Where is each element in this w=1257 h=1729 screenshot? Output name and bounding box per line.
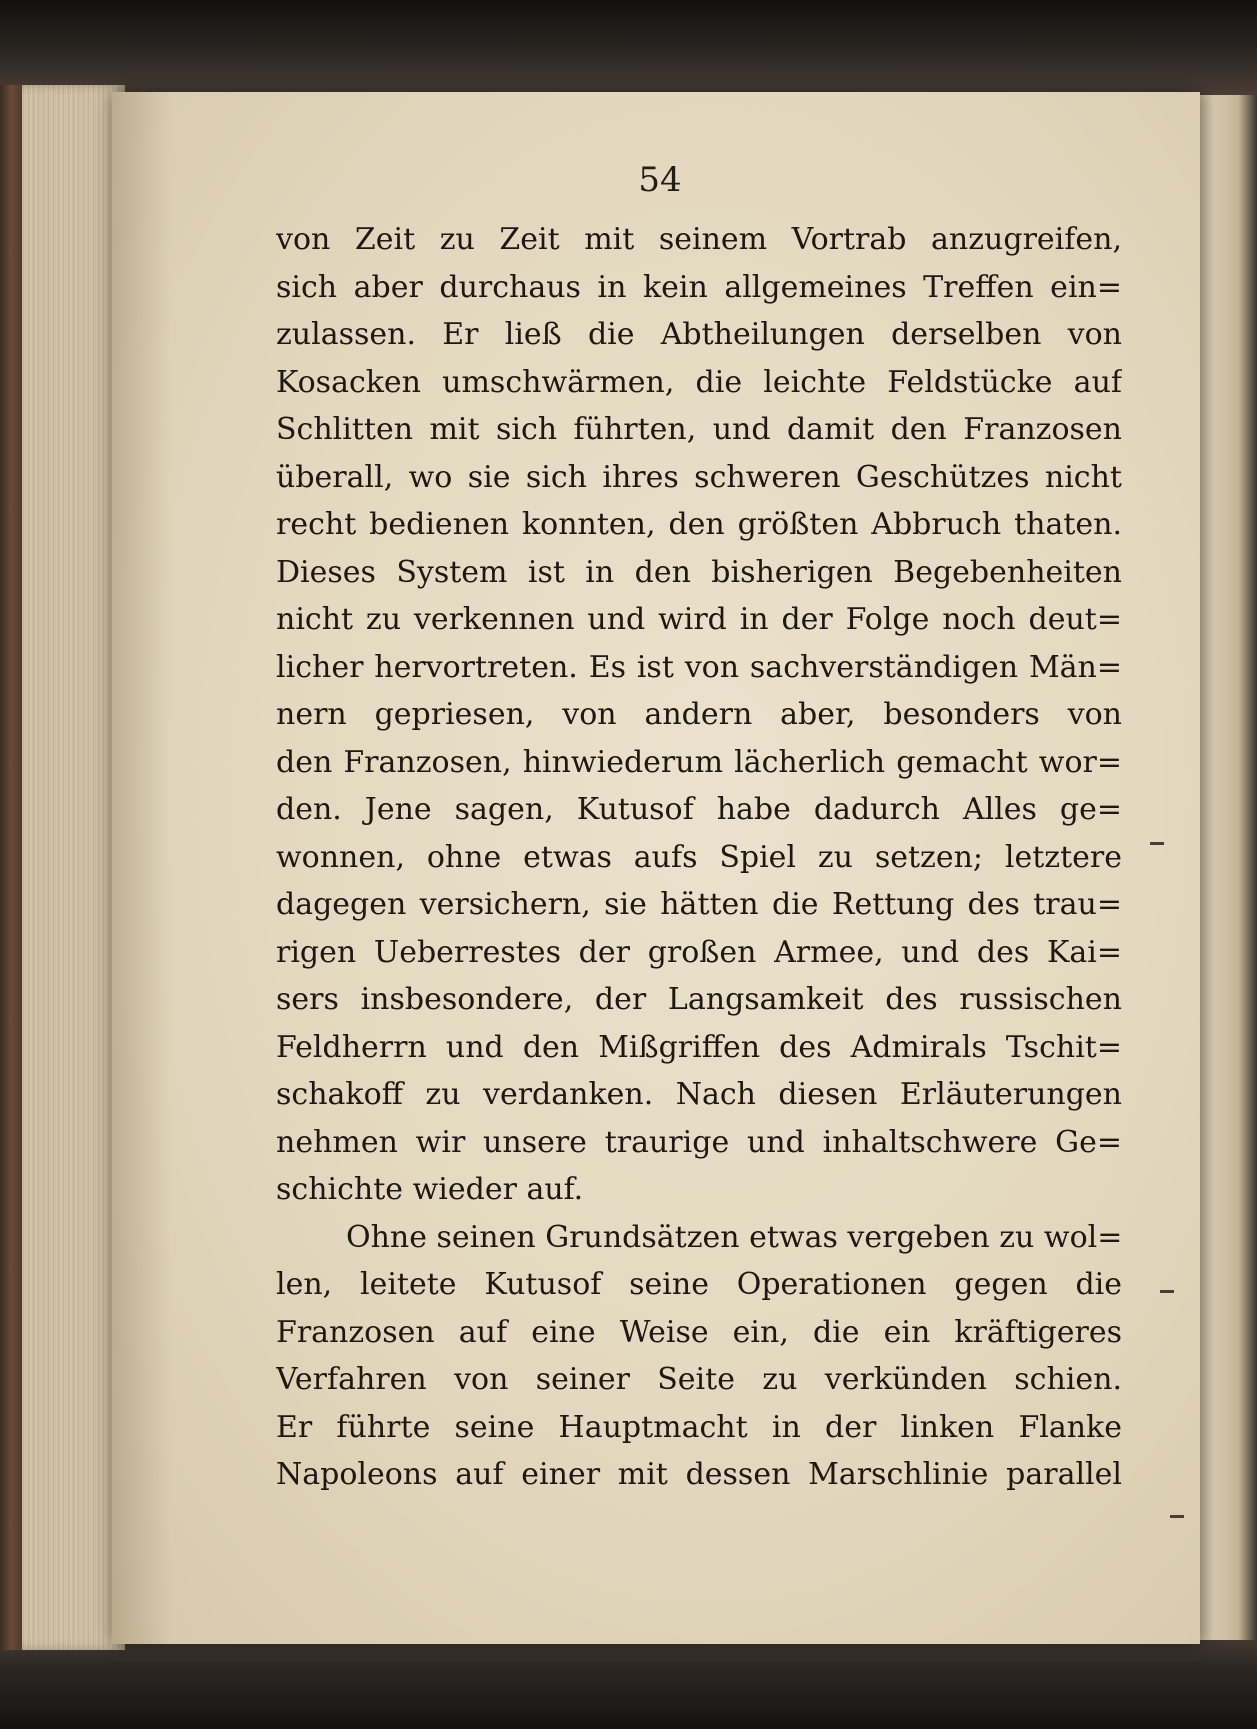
text-line: nern gepriesen, von andern aber, besonders von <box>276 697 1122 732</box>
text-line: Schlitten mit sich führten, und damit den Franzosen <box>276 412 1122 447</box>
page-edge-right <box>1195 95 1257 1640</box>
page-number: 54 <box>638 160 682 200</box>
gutter-shadow <box>112 92 172 1644</box>
text-line: Er führte seine Hauptmacht in der linken Flanke <box>276 1409 1122 1445</box>
text-line: den Franzosen, hinwiederum lächerlich gemacht wor= <box>276 744 1122 780</box>
text-line: nehmen wir unsere traurige und inhaltschwere Ge= <box>276 1124 1122 1160</box>
text-line: überall, wo sie sich ihres schweren Geschützes nicht <box>276 459 1122 495</box>
text-line: sers insbesondere, der Langsamkeit des russischen <box>276 982 1122 1017</box>
text-line: len, leitete Kutusof seine Operationen gegen die <box>276 1267 1122 1302</box>
text-line: Ohne seinen Grundsätzen etwas vergeben zu wol= <box>346 1219 1122 1255</box>
text-line: von Zeit zu Zeit mit seinem Vortrab anzugreifen, <box>276 222 1122 257</box>
text-line: Verfahren von seiner Seite zu verkünden schien. <box>276 1362 1122 1397</box>
text-line: Franzosen auf eine Weise ein, die ein kräftigeres <box>276 1314 1122 1350</box>
text-line: Feldherrn und den Mißgriffen des Admirals Tschit= <box>276 1029 1122 1065</box>
text-line: Dieses System ist in den bisherigen Begebenheiten <box>276 554 1122 590</box>
margin-mark <box>1170 1515 1184 1518</box>
paragraph-1 <box>276 216 1122 1214</box>
text-line: Napoleons auf einer mit dessen Marschlinie parallel <box>276 1457 1122 1492</box>
text-line: zulassen. Er ließ die Abtheilungen derselben von <box>276 317 1122 352</box>
text-line: sich aber durchaus in kein allgemeines Treffen ein= <box>276 269 1122 305</box>
book-cover-top <box>0 0 1257 95</box>
spine-leather <box>0 85 22 1650</box>
text-line: licher hervortreten. Es ist von sachverständigen Män= <box>276 649 1122 685</box>
margin-mark <box>1160 1290 1174 1293</box>
text-line: Kosacken umschwärmen, die leichte Feldstücke auf <box>276 364 1122 400</box>
text-line: wonnen, ohne etwas aufs Spiel zu setzen; letztere <box>276 839 1122 875</box>
book-cover-bottom <box>0 1630 1257 1729</box>
text-line: rigen Ueberrestes der großen Armee, und des Kai= <box>276 934 1122 970</box>
text-line: schichte wieder auf. <box>276 1172 584 1207</box>
margin-mark <box>1150 842 1164 845</box>
paragraph-2 <box>276 1214 1122 1499</box>
text-line: nicht zu verkennen und wird in der Folge noch deut= <box>276 602 1122 637</box>
text-line: den. Jene sagen, Kutusof habe dadurch Alles ge= <box>276 792 1122 827</box>
body-text <box>276 216 1122 1499</box>
text-line: recht bedienen konnten, den größten Abbruch thaten. <box>276 507 1122 542</box>
text-line: dagegen versichern, sie hätten die Rettung des trau= <box>276 887 1122 922</box>
text-line: schakoff zu verdanken. Nach diesen Erläuterungen <box>276 1077 1122 1112</box>
